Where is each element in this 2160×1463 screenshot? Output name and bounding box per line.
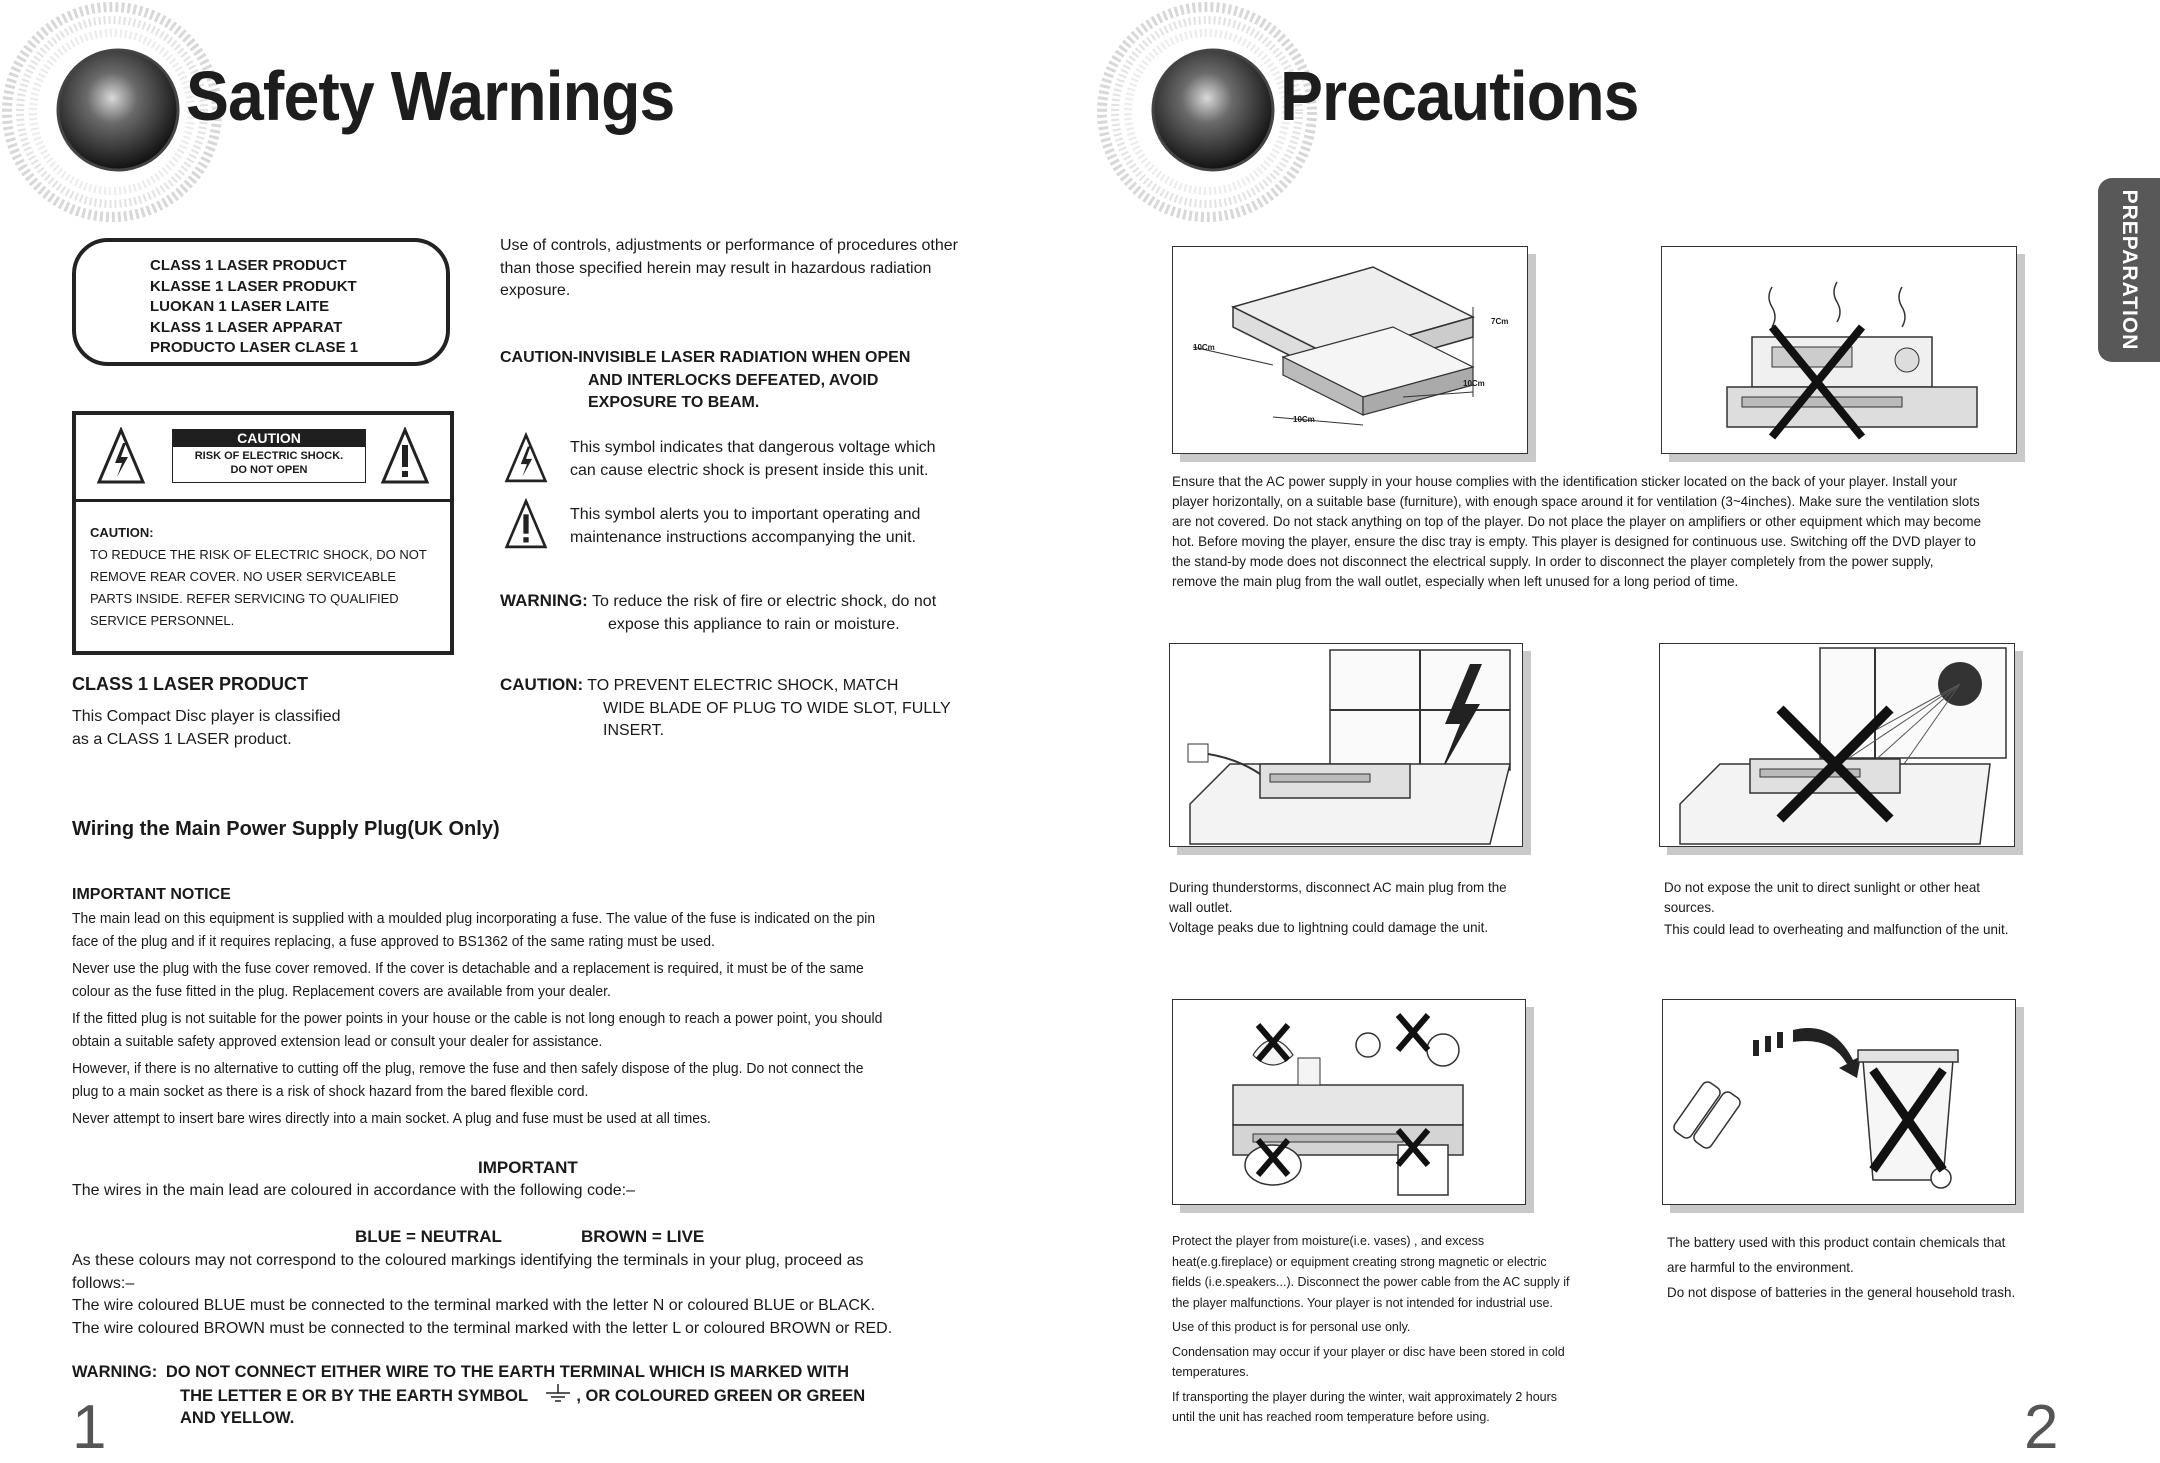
- earth-symbol-icon: [542, 1384, 574, 1404]
- controls-line: Use of controls, adjustments or performance of procedures other: [500, 237, 958, 254]
- wires-intro: The wires in the main lead are coloured in accordance with the following code:–: [72, 1182, 635, 1199]
- earth-warning-label: WARNING:: [72, 1363, 158, 1381]
- thunder-line: Voltage peaks due to lightning could damage the unit.: [1169, 919, 1489, 935]
- moisture-line: Condensation may occur if your player or disc have been stored in cold: [1172, 1343, 1565, 1359]
- controls-line: exposure.: [500, 282, 571, 299]
- ventilation-line: remove the main plug from the wall outlet, especially when left unused for a long period of time.: [1172, 573, 1739, 589]
- thunder-line: During thunderstorms, disconnect AC main plug from the: [1169, 879, 1507, 895]
- sunlight-text: [1664, 877, 2008, 939]
- moisture-text: [1172, 1231, 1569, 1428]
- caution-tag-line: DO NOT OPEN: [230, 464, 308, 476]
- laser-caution-line: EXPOSURE TO BEAM.: [588, 394, 760, 411]
- earth-warning-line: THE LETTER E OR BY THE EARTH SYMBOL: [180, 1386, 528, 1405]
- caution-plug-line: WIDE BLADE OF PLUG TO WIDE SLOT, FULLY: [603, 699, 951, 717]
- controls-line: than those specified herein may result in hazardous radiation: [500, 259, 932, 277]
- moisture-line: until the unit has reached room temperature before using.: [1172, 1409, 1490, 1424]
- class1-heading: CLASS 1 LASER PRODUCT: [72, 674, 309, 694]
- caution-tag-line: RISK OF ELECTRIC SHOCK.: [194, 450, 344, 462]
- colours-line: As these colours may not correspond to the coloured markings identifying the terminals in your plug, proceed as: [72, 1252, 864, 1269]
- earth-warning: [72, 1361, 865, 1430]
- wiring-heading: Wiring the Main Power Supply Plug(UK Only): [72, 818, 500, 840]
- laser-label-line: KLASSE 1 LASER PRODUKT: [150, 277, 357, 295]
- battery-line: The battery used with this product contain chemicals that: [1667, 1234, 2006, 1250]
- dimension-label: 10Cm: [1193, 343, 1215, 352]
- sunlight-line: This could lead to overheating and malfunction of the unit.: [1664, 921, 2009, 937]
- side-tab-label: PREPARATION: [2118, 189, 2141, 351]
- battery-line: Do not dispose of batteries in the general household trash.: [1667, 1284, 2016, 1300]
- class1-line: This Compact Disc player is classified: [72, 708, 341, 725]
- moisture-illustration: [1172, 999, 1526, 1205]
- no-stacking-illustration: [1661, 246, 2017, 454]
- earth-warning-line: AND YELLOW.: [180, 1409, 295, 1427]
- wiring-paragraphs: [72, 908, 946, 1131]
- wire-colour-instructions: [72, 1250, 892, 1340]
- laser-label-line: PRODUCTO LASER CLASE 1: [150, 339, 359, 356]
- sunlight-line: Do not expose the unit to direct sunlight or other heat: [1664, 879, 1981, 895]
- earth-warning-line: , OR COLOURED GREEN OR GREEN: [576, 1386, 866, 1405]
- caution-heading: CAUTION:: [90, 525, 154, 540]
- caution-plug-label: CAUTION:: [500, 675, 584, 694]
- laser-caution-text: [500, 347, 910, 415]
- battery-disposal-illustration: [1662, 999, 2016, 1205]
- colours-line: follows:–: [72, 1274, 135, 1292]
- wiring-paragraph: Never use the plug with the fuse cover removed. If the cover is detachable and a replacement is required, it must be of the same colour as the fuse fitted in the plug. Replacement covers are available from your dealer.: [72, 960, 864, 1000]
- ventilation-illustration: [1172, 246, 1528, 454]
- caution-label-box: [72, 411, 454, 655]
- wiring-paragraph: However, if there is no alternative to cutting off the plug, remove the fuse and then safely dispose of the plug. Do not connect the plug to a main socket as there is a risk of shock hazard from the bared flexible cord.: [72, 1060, 864, 1100]
- symbol-alert-line: This symbol alerts you to important operating and: [570, 506, 921, 523]
- exclamation-symbol-icon: [504, 498, 548, 550]
- earth-warning-line: DO NOT CONNECT EITHER WIRE TO THE EARTH TERMINAL WHICH IS MARKED WITH: [165, 1363, 850, 1381]
- moisture-line: the player malfunctions. Your player is not intended for industrial use.: [1172, 1294, 1553, 1310]
- blue-neutral: BLUE = NEUTRAL: [355, 1227, 502, 1246]
- ventilation-line: hot. Before moving the player, ensure the disc tray is empty. This player is designed for continuous use. Switching off the DVD player to: [1172, 533, 1976, 549]
- moisture-line: heat(e.g.fireplace) or equipment creating strong magnetic or electric: [1172, 1253, 1547, 1269]
- ventilation-line: the stand-by mode does not disconnect the electrical supply. In order to disconnect the player completely from the power supply,: [1172, 553, 1934, 569]
- laser-caution-line: CAUTION-INVISIBLE LASER RADIATION WHEN OPEN: [500, 349, 911, 366]
- symbol-voltage-line: can cause electric shock is present inside this unit.: [570, 461, 929, 479]
- ventilation-line: player horizontally, on a suitable base (furniture), with enough space around it for ventilation (3~4inches). Make sure the ventilation slots: [1172, 493, 1980, 509]
- laser-label-line: LUOKAN 1 LASER LAITE: [150, 298, 330, 315]
- caution-plug-line: TO PREVENT ELECTRIC SHOCK, MATCH: [587, 677, 899, 694]
- warning-label: WARNING:: [500, 591, 588, 610]
- ventilation-line: are not covered. Do not stack anything on top of the player. Do not place the player on amplifiers or other equipment which may become: [1172, 513, 1982, 529]
- caution-line: TO REDUCE THE RISK OF ELECTRIC SHOCK, DO NOT: [90, 547, 427, 562]
- laser-class-label: [72, 238, 450, 366]
- battery-text: [1667, 1230, 2015, 1305]
- moisture-line: temperatures.: [1172, 1364, 1249, 1379]
- ventilation-line: Ensure that the AC power supply in your house complies with the identification sticker located on the back of your player. Install your: [1172, 473, 1958, 489]
- blue-wire-rule: The wire coloured BLUE must be connected to the terminal marked with the letter N or coloured BLUE or BLACK.: [72, 1297, 876, 1314]
- symbol-alert-line: maintenance instructions accompanying the unit.: [570, 528, 916, 546]
- class1-line: as a CLASS 1 LASER product.: [72, 730, 292, 748]
- symbol-voltage-text: [570, 437, 936, 482]
- moisture-line: fields (i.e.speakers...). Disconnect the power cable from the AC supply if: [1172, 1274, 1570, 1289]
- warning-rain-text: [500, 590, 936, 636]
- caution-tag: [172, 429, 366, 483]
- caution-tag-title: CAUTION: [173, 430, 365, 447]
- caution-line: SERVICE PERSONNEL.: [90, 613, 235, 628]
- brown-wire-rule: The wire coloured BROWN must be connected to the terminal marked with the letter L or coloured BROWN or RED.: [72, 1319, 893, 1337]
- dimension-label: 10Cm: [1463, 379, 1485, 388]
- wiring-paragraph: The main lead on this equipment is supplied with a moulded plug incorporating a fuse. The value of the fuse is indicated on the pin face of the plug and if it requires replacing, a fuse approved to BS1362 of the same rating must be used.: [72, 910, 876, 950]
- sunlight-line: sources.: [1664, 899, 1715, 915]
- laser-label-line: KLASS 1 LASER APPARAT: [150, 318, 343, 336]
- symbol-voltage-line: This symbol indicates that dangerous voltage which: [570, 439, 936, 456]
- page-number-right: 2: [2024, 1393, 2059, 1462]
- controls-warning-text: [500, 235, 958, 303]
- caution-line: REMOVE REAR COVER. NO USER SERVICEABLE: [90, 569, 397, 584]
- sunlight-illustration: [1659, 643, 2015, 847]
- wiring-paragraph: Never attempt to insert bare wires directly into a main socket. A plug and fuse must be used at all times.: [72, 1110, 711, 1127]
- thunder-line: wall outlet.: [1169, 899, 1233, 915]
- brown-live: BROWN = LIVE: [581, 1227, 705, 1246]
- warning-line: To reduce the risk of fire or electric shock, do not: [591, 593, 937, 610]
- laser-label-line: CLASS 1 LASER PRODUCT: [150, 257, 347, 274]
- caution-line: PARTS INSIDE. REFER SERVICING TO QUALIFIED: [90, 591, 399, 606]
- battery-line: are harmful to the environment.: [1667, 1259, 1854, 1275]
- wiring-paragraph: If the fitted plug is not suitable for the power points in your house or the cable is not long enough to reach a power point, you should obtain a suitable safety approved extension lead or consult your dealer for assistance.: [72, 1010, 883, 1050]
- ventilation-text: [1172, 471, 2046, 591]
- important-heading: IMPORTANT: [478, 1158, 578, 1177]
- class1-text: [72, 706, 341, 751]
- lightning-warning-icon: [96, 427, 146, 485]
- moisture-line: If transporting the player during the winter, wait approximately 2 hours: [1172, 1388, 1558, 1404]
- dimension-label: 7Cm: [1491, 317, 1509, 326]
- dimension-label: 10Cm: [1293, 415, 1315, 424]
- thunderstorm-text: [1169, 877, 1507, 937]
- important-notice-heading: IMPORTANT NOTICE: [72, 886, 231, 903]
- moisture-line: Use of this product is for personal use only.: [1172, 1319, 1411, 1334]
- caution-plug-text: [500, 674, 951, 743]
- preparation-side-tab: [2098, 178, 2160, 362]
- moisture-line: Protect the player from moisture(i.e. vases) , and excess: [1172, 1233, 1485, 1248]
- lightning-symbol-icon: [504, 432, 548, 484]
- warning-line: expose this appliance to rain or moisture.: [608, 615, 900, 633]
- page-title-precautions: Precautions: [1280, 57, 1639, 135]
- thunderstorm-illustration: [1169, 643, 1523, 847]
- symbol-alert-text: [570, 504, 920, 549]
- page-number-left: 1: [72, 1393, 107, 1462]
- page-title-safety-warnings: Safety Warnings: [186, 57, 675, 135]
- caution-plug-line: INSERT.: [603, 722, 665, 739]
- exclamation-warning-icon: [380, 427, 430, 485]
- laser-caution-line: AND INTERLOCKS DEFEATED, AVOID: [588, 371, 879, 389]
